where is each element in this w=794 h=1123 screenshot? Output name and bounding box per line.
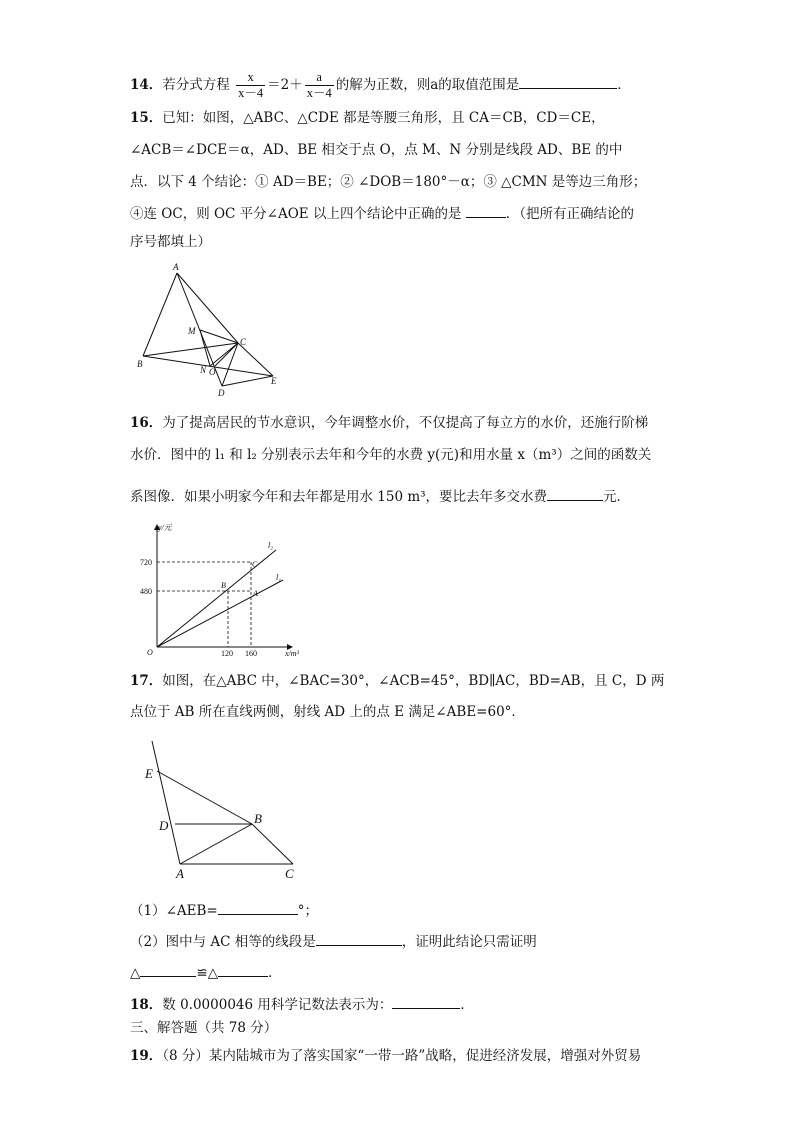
point-c: C bbox=[252, 560, 258, 569]
y-axis-label: y/元 bbox=[158, 523, 172, 532]
xtick-160: 160 bbox=[245, 649, 257, 658]
q14-pre: 若分式方程 bbox=[162, 77, 230, 93]
answer-blank bbox=[218, 900, 298, 915]
q17-text: 点位于 AB 所在直线两侧，射线 AD 上的点 E 满足∠ABE=60°． bbox=[130, 704, 525, 720]
q17-text: ，证明此结论只需证明 bbox=[401, 934, 537, 950]
origin-label: O bbox=[147, 648, 153, 657]
label-b: B bbox=[137, 359, 143, 369]
point-b: B bbox=[221, 581, 226, 590]
q17-text: ． bbox=[268, 965, 282, 981]
q17-text: （2）图中与 AC 相等的线段是 bbox=[130, 934, 316, 950]
label-o: O bbox=[209, 367, 216, 377]
q15-text: 点．以下 4 个结论：① AD＝BE；② ∠DOB＝180°－α；③ △CMN 是等边三角形； bbox=[130, 174, 647, 190]
label-d: D bbox=[218, 388, 225, 398]
segment-de bbox=[222, 376, 273, 386]
label-e: E bbox=[271, 376, 277, 386]
label-d: D bbox=[159, 818, 169, 833]
label-c: C bbox=[240, 337, 247, 347]
q16-text: 系图像．如果小明家今年和去年都是用水 150 m³，要比去年多交水费 bbox=[130, 489, 548, 505]
q15-figure bbox=[130, 262, 290, 402]
q17-sub-1 bbox=[130, 900, 318, 921]
question-number: 19． bbox=[130, 1048, 163, 1064]
q17-text: 如图，在△ABC 中，∠BAC=30°，∠ACB=45°，BD∥AC，BD=AB，且 C，D 两 bbox=[162, 673, 665, 689]
ray-ad bbox=[152, 741, 180, 864]
q15-line-3 bbox=[130, 172, 646, 192]
q18-text: 数 0.0000046 用科学记数法表示为： bbox=[162, 997, 393, 1013]
q17-text: ≌△ bbox=[196, 965, 219, 981]
segment-ab bbox=[143, 273, 177, 356]
q15-text: 已知：如图，△ABC、△CDE 都是等腰三角形，且 CA＝CB，CD＝CE， bbox=[162, 110, 605, 126]
q16-text: 为了提高居民的节水意识，今年调整水价，不仅提高了每立方的水价，还施行阶梯 bbox=[162, 415, 649, 431]
xtick-120: 120 bbox=[221, 649, 233, 658]
answer-blank bbox=[392, 994, 460, 1009]
q19-text: （8 分）某内陆城市为了落实国家“一带一路”战略，促进经济发展，增强对外贸易 bbox=[162, 1048, 642, 1064]
q19-line bbox=[130, 1046, 641, 1066]
answer-blank bbox=[466, 203, 506, 218]
label-l1: l₁ bbox=[276, 573, 282, 582]
label-a: A bbox=[176, 866, 184, 881]
point-a: A bbox=[253, 589, 258, 598]
q15-line-2 bbox=[130, 140, 622, 160]
label-b: B bbox=[254, 811, 262, 826]
q14-end: ． bbox=[617, 77, 631, 93]
q16-graph bbox=[140, 518, 315, 660]
q14-mid: ＝2＋ bbox=[267, 77, 303, 93]
q15-text: ④连 OC，则 OC 平分∠AOE 以上四个结论中正确的是 bbox=[130, 206, 462, 222]
label-m: M bbox=[188, 326, 196, 336]
fraction-2: $\frac{a}{x-4}$ bbox=[306, 70, 332, 100]
q17-text: °； bbox=[297, 903, 318, 919]
line-l2 bbox=[157, 550, 276, 647]
q15-text: 序号都填上） bbox=[130, 234, 211, 250]
x-axis-label: x/m³ bbox=[285, 649, 299, 658]
q17-figure bbox=[140, 735, 310, 885]
q14-post: 的解为正数，则a的取值范围是 bbox=[335, 77, 520, 93]
q15-line-1 bbox=[130, 108, 605, 128]
q15-text: ∠ACB＝∠DCE＝α，AD、BE 相交于点 O，点 M、N 分别是线段 AD、BE 的中 bbox=[130, 142, 623, 158]
question-number: 15． bbox=[130, 110, 163, 126]
answer-blank bbox=[519, 74, 617, 89]
ytick-480: 480 bbox=[140, 587, 152, 596]
label-c: C bbox=[285, 866, 294, 881]
q18-text: ． bbox=[460, 997, 474, 1013]
fraction-1: $\frac{x}{x-4}$ bbox=[238, 70, 264, 100]
q16-text: 元． bbox=[603, 489, 631, 505]
answer-blank bbox=[547, 486, 603, 501]
q17-sub-2 bbox=[130, 931, 537, 952]
label-e: E bbox=[145, 766, 153, 781]
question-number: 16． bbox=[130, 415, 163, 431]
q17-line-1 bbox=[130, 671, 664, 691]
q17-text: （1）∠AEB= bbox=[130, 903, 218, 919]
q14-line bbox=[130, 70, 631, 101]
q17-text: △ bbox=[130, 965, 141, 981]
segment-bc bbox=[252, 824, 293, 864]
question-number: 17． bbox=[130, 673, 163, 689]
question-number: 18． bbox=[130, 997, 163, 1013]
q17-line-2 bbox=[130, 702, 525, 722]
ytick-720: 720 bbox=[140, 558, 152, 567]
segment-oc bbox=[215, 343, 238, 366]
q15-line-4 bbox=[130, 203, 634, 224]
q16-text: 水价．图中的 l₁ 和 l₂ 分别表示去年和今年的水费 y(元)和用水量 x（m³）之间的函数关 bbox=[130, 447, 652, 463]
answer-blank bbox=[140, 962, 196, 977]
segment-bc bbox=[143, 343, 238, 356]
q15-line-5 bbox=[130, 232, 211, 252]
label-l2: l₂ bbox=[268, 541, 274, 550]
answer-blank bbox=[218, 962, 268, 977]
q16-line-1 bbox=[130, 413, 648, 433]
q18-line bbox=[130, 994, 474, 1015]
q17-sub-3 bbox=[130, 962, 282, 983]
section-heading: 三、解答题（共 78 分） bbox=[130, 1020, 278, 1036]
q16-line-2 bbox=[130, 445, 651, 465]
segment-eb bbox=[157, 771, 252, 824]
segment-ab bbox=[180, 824, 252, 864]
q16-line-3 bbox=[130, 486, 630, 507]
answer-blank bbox=[316, 931, 402, 946]
q15-text: ．（把所有正确结论的 bbox=[505, 206, 634, 222]
question-number: 14． bbox=[130, 77, 163, 93]
line-l1 bbox=[157, 580, 283, 647]
label-a: A bbox=[173, 262, 179, 272]
label-n: N bbox=[200, 365, 207, 375]
